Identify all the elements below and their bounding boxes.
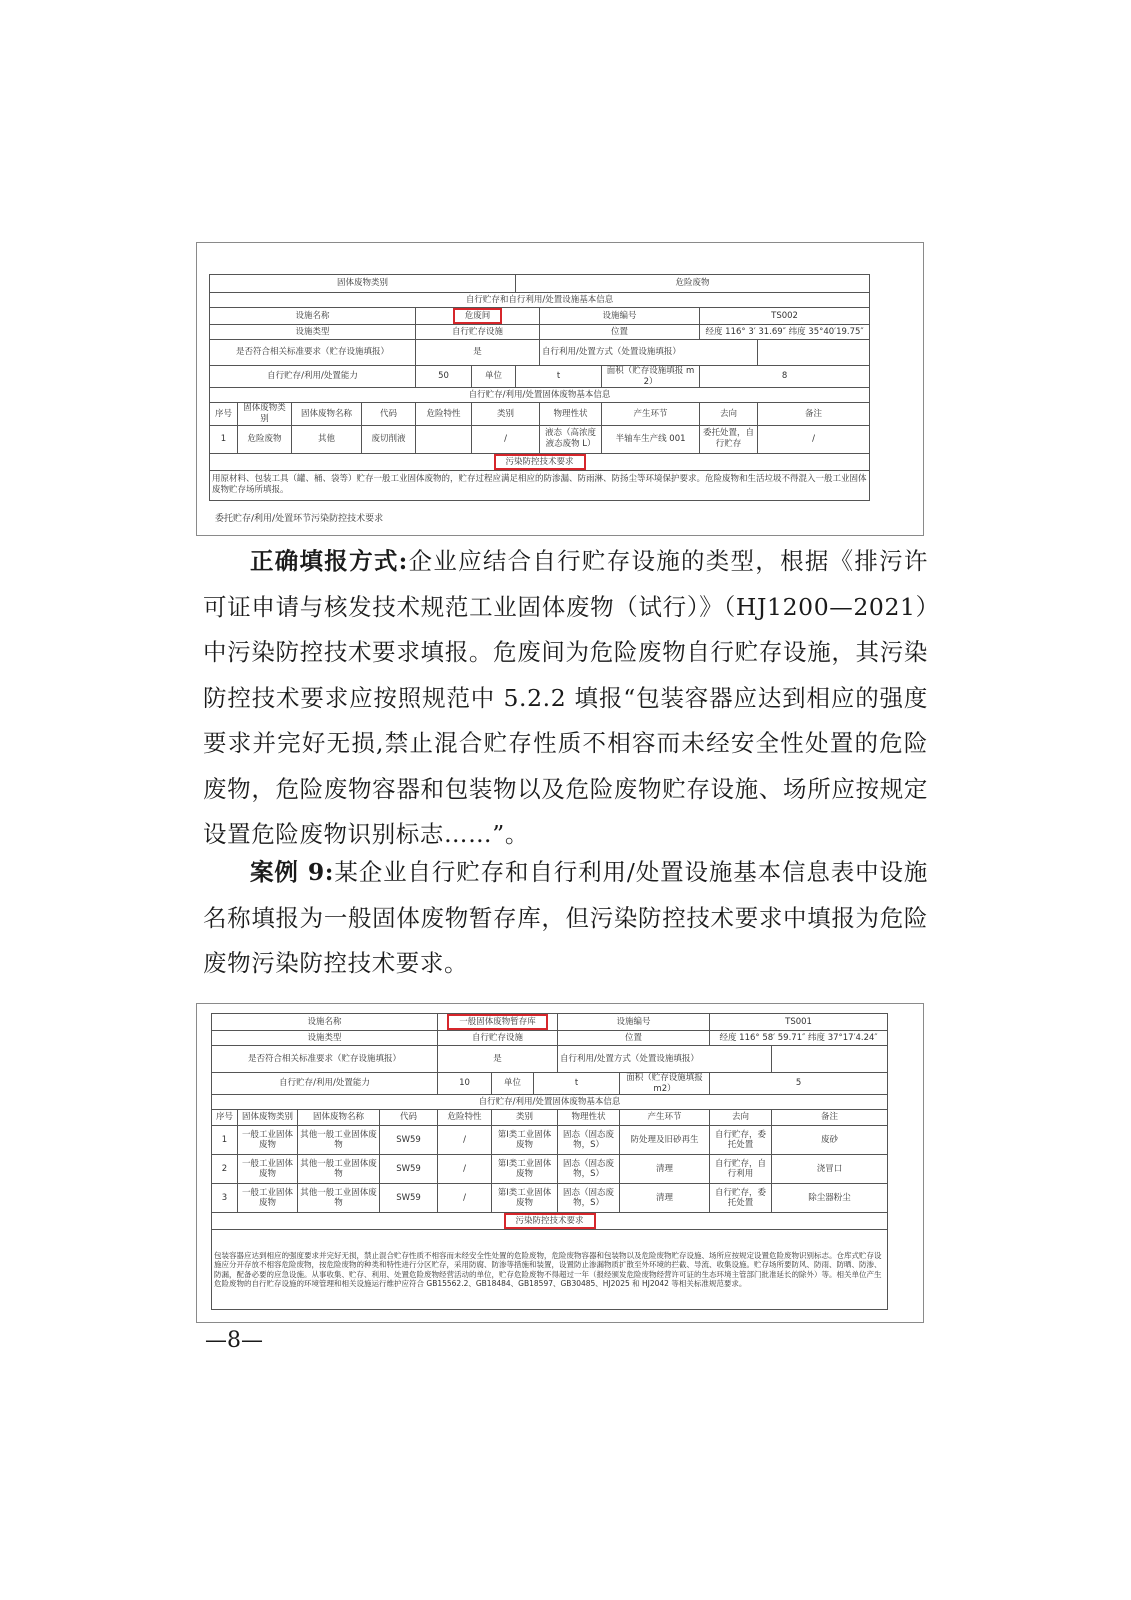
header-cell: 固体废物类别 [238, 403, 292, 425]
capacity-value: 10 [438, 1073, 492, 1095]
table-row: 2 一般工业固体废物 其他一般工业固体废物 SW59 / 第Ⅰ类工业固体废物 固态（固态废物，S） 清理 自行贮存，自行利用 浇冒口 [212, 1155, 888, 1184]
compliance-label: 是否符合相关标准要求（贮存设施填报） [212, 1046, 438, 1073]
header-cell: 固体废物名称 [298, 1110, 380, 1126]
utilization-mode-value [758, 340, 870, 366]
header-cell: 代码 [380, 1110, 438, 1126]
header-cell: 物理性状 [558, 1110, 620, 1126]
solid-waste-category-value: 危险废物 [516, 275, 870, 293]
facility-type-label: 设施类型 [210, 325, 416, 340]
facility-type-value: 自行贮存设施 [416, 325, 540, 340]
utilization-mode-value [772, 1046, 888, 1073]
facility-name-value-highlight: 危废间 [453, 308, 503, 324]
facility-name-label: 设施名称 [212, 1014, 438, 1031]
section-waste-info: 自行贮存/利用/处置固体废物基本信息 [212, 1095, 888, 1110]
facility-info-table-1 [209, 274, 870, 501]
pollution-title-highlight: 污染防控技术要求 [504, 1213, 596, 1229]
paragraph-correct-method [203, 539, 928, 858]
header-cell: 代码 [362, 403, 416, 425]
paragraph-case-9 [203, 850, 928, 987]
compliance-value: 是 [438, 1046, 558, 1073]
header-cell: 序号 [212, 1110, 238, 1126]
header-cell: 固体废物类别 [238, 1110, 298, 1126]
area-label: 面积（贮存设施填报 m2） [602, 366, 700, 388]
header-cell: 固体废物名称 [292, 403, 362, 425]
unit-label: 单位 [492, 1073, 534, 1095]
waste-header-row [212, 1110, 888, 1126]
header-cell: 危险特性 [416, 403, 472, 425]
header-cell: 类别 [492, 1110, 558, 1126]
header-cell: 产生环节 [602, 403, 700, 425]
area-value: 5 [710, 1073, 888, 1095]
facility-code-value: TS002 [700, 308, 870, 325]
facility-type-value: 自行贮存设施 [438, 1031, 558, 1046]
facility-name-value-highlight: 一般固体废物暂存库 [447, 1014, 548, 1030]
header-cell: 类别 [472, 403, 540, 425]
section-facility-info: 自行贮存和自行利用/处置设施基本信息 [210, 293, 870, 308]
entrusted-requirements-label: 委托贮存/利用/处置环节污染防控技术要求 [215, 514, 384, 524]
facility-info-table-2 [211, 1013, 888, 1310]
screenshot-table-1 [196, 242, 924, 536]
utilization-mode-label: 自行利用/处置方式（处置设施填报） [540, 340, 758, 366]
solid-waste-category-label: 固体废物类别 [210, 275, 516, 293]
unit-value: t [516, 366, 602, 388]
header-cell: 危险特性 [438, 1110, 492, 1126]
facility-code-label: 设施编号 [558, 1014, 710, 1031]
unit-value: t [534, 1073, 620, 1095]
header-cell: 产生环节 [620, 1110, 710, 1126]
location-label: 位置 [558, 1031, 710, 1046]
area-label: 面积（贮存设施填报 m2） [620, 1073, 710, 1095]
page-number: —8— [205, 1328, 263, 1353]
section-waste-info: 自行贮存/利用/处置固体废物基本信息 [210, 388, 870, 403]
table-row: 3 一般工业固体废物 其他一般工业固体废物 SW59 / 第Ⅰ类工业固体废物 固态（固态废物，S） 清理 自行贮存，委托处置 除尘器粉尘 [212, 1184, 888, 1213]
pollution-title-highlight: 污染防控技术要求 [494, 454, 586, 470]
capacity-label: 自行贮存/利用/处置能力 [212, 1073, 438, 1095]
table-row: 1 一般工业固体废物 其他一般工业固体废物 SW59 / 第Ⅰ类工业固体废物 固态（固态废物，S） 防处理及旧砂再生 自行贮存，委托处置 废砂 [212, 1126, 888, 1155]
screenshot-table-2 [196, 1003, 924, 1323]
pollution-requirements-text: 包装容器应达到相应的强度要求并完好无损，禁止混合贮存性质不相容而未经安全性处置的危险废物，危险废物容器和包装物以及危险废物贮存设施、场所应按规定设置危险废物识别标志。仓库式贮存设施应分开存放不相容危险废物，按危险废物的种类和特性进行分区贮存，采用防腐、防渗等措施和装置，设置防止渗漏物质扩散至外环境的拦截、导流、收集设施。贮存场所要防风、防雨、防晒、防渗、防漏，配备必要的应急设施。从事收集、贮存、利用、处置危险废物经营活动的单位，贮存危险废物不得超过一年（报经颁发危险废物经营许可证的生态环境主管部门批准延长的除外）等。相关单位产生危险废物的自行贮存设施的环境管理和相关设施运行维护应符合 GB15562.2、GB18484、GB18597、GB30485、HJ2025 和 HJ2042 等相关标准规范要求。 [212, 1230, 888, 1310]
capacity-label: 自行贮存/利用/处置能力 [210, 366, 416, 388]
header-cell: 备注 [772, 1110, 888, 1126]
facility-code-value: TS001 [710, 1014, 888, 1031]
paragraph-lead: 案例 9: [250, 858, 335, 886]
header-cell: 去向 [700, 403, 758, 425]
location-value: 经度 116° 3′ 31.69″ 纬度 35°40′19.75″ [700, 325, 870, 340]
utilization-mode-label: 自行利用/处置方式（处置设施填报） [558, 1046, 772, 1073]
header-cell: 序号 [210, 403, 238, 425]
facility-type-label: 设施类型 [212, 1031, 438, 1046]
capacity-value: 50 [416, 366, 472, 388]
compliance-label: 是否符合相关标准要求（贮存设施填报） [210, 340, 416, 366]
table-row: 1 危险废物 其他 废切削液 / 液态（高浓度液态废物 L） 半轴车生产线 001 委托处置，自行贮存 / [210, 425, 870, 453]
location-value: 经度 116° 58′ 59.71″ 纬度 37°17′4.24″ [710, 1031, 888, 1046]
paragraph-body: 企业应结合自行贮存设施的类型，根据《排污许可证申请与核发技术规范工业固体废物（试行）》（HJ1200—2021）中污染防控技术要求填报。危废间为危险废物自行贮存设施，其污染防控技术要求应按照规范中 5.2.2 填报“包装容器应达到相应的强度要求并完好无损,禁止混合贮存性质不相容而未经安全性处置的危险废物，危险废物容器和包装物以及危险废物贮存设施、场所应按规定设置危险废物识别标志……”。 [203, 547, 929, 848]
facility-name-label: 设施名称 [210, 308, 416, 325]
area-value: 8 [700, 366, 870, 388]
compliance-value: 是 [416, 340, 540, 366]
header-cell: 物理性状 [540, 403, 602, 425]
location-label: 位置 [540, 325, 700, 340]
paragraph-body: 某企业自行贮存和自行利用/处置设施基本信息表中设施名称填报为一般固体废物暂存库，但污染防控技术要求中填报为危险废物污染防控技术要求。 [203, 858, 928, 977]
pollution-requirements-text: 用原材料、包装工具（罐、桶、袋等）贮存一般工业固体废物的，贮存过程应满足相应的防渗漏、防雨淋、防扬尘等环境保护要求。危险废物和生活垃圾不得混入一般工业固体废物贮存场所填报。 [210, 470, 870, 500]
facility-code-label: 设施编号 [540, 308, 700, 325]
header-cell: 备注 [758, 403, 870, 425]
unit-label: 单位 [472, 366, 516, 388]
waste-header-row [210, 403, 870, 425]
header-cell: 去向 [710, 1110, 772, 1126]
paragraph-lead: 正确填报方式: [250, 547, 408, 575]
